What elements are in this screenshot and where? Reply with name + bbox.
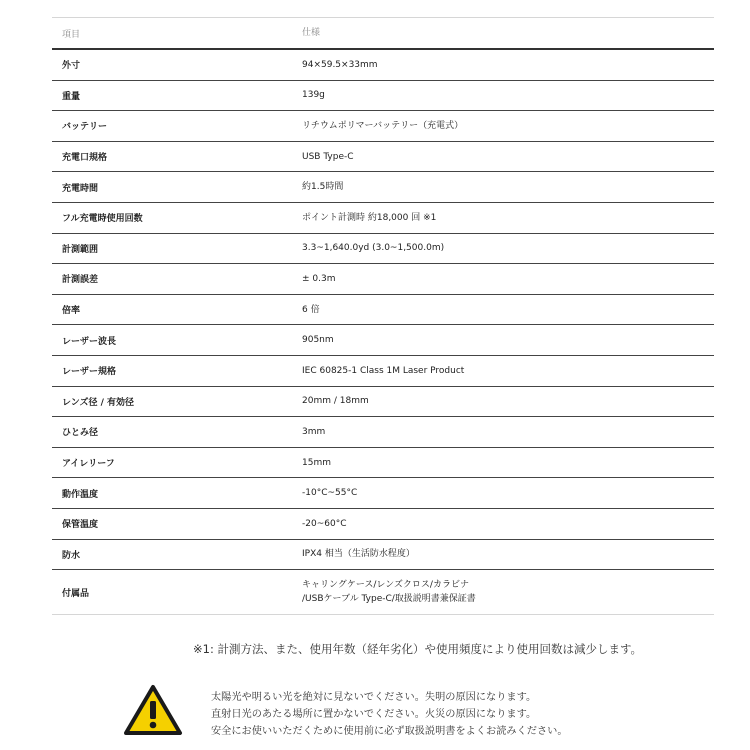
row-item: フル充電時使用回数 — [62, 214, 143, 225]
table-row-accessories — [52, 570, 714, 615]
row-spec: IPX4 相当（生活防水程度） — [302, 549, 415, 560]
row-item: 倍率 — [62, 306, 81, 317]
table-row — [52, 111, 714, 142]
row-spec: 905nm — [302, 335, 334, 346]
row-spec: ± 0.3m — [302, 273, 336, 284]
row-item: アイレリーフ — [62, 459, 115, 470]
table-row — [52, 540, 714, 571]
row-item: 保管温度 — [62, 520, 99, 531]
accessories-line-1: キャリングケース/レンズクロス/カラビナ — [302, 580, 469, 591]
warning-line: 太陽光や明るい光を絶対に見ないでください。失明の原因になります。 — [211, 692, 537, 703]
header-item-label: 項目 — [62, 29, 81, 40]
row-item: バッテリー — [62, 122, 108, 133]
row-spec: 約1.5時間 — [302, 182, 344, 193]
spec-rows — [52, 50, 714, 570]
table-row — [52, 509, 714, 540]
row-item: 計測誤差 — [62, 275, 99, 286]
table-row — [52, 264, 714, 295]
row-item: レーザー規格 — [62, 367, 117, 378]
table-row — [52, 50, 714, 81]
warning-line: 直射日光のあたる場所に置かないでください。火災の原因になります。 — [211, 709, 537, 720]
row-item: 付属品 — [62, 588, 90, 599]
row-item: レンズ径 / 有効径 — [62, 397, 135, 408]
row-item: レーザー波長 — [62, 336, 117, 347]
row-spec: -20~60°C — [302, 518, 347, 529]
table-row — [52, 417, 714, 448]
warning-line: 安全にお使いいただくために使用前に必ず取扱説明書をよくお読みください。 — [211, 726, 568, 737]
row-spec: 94×59.5×33mm — [302, 59, 378, 70]
table-row — [52, 356, 714, 387]
spec-table-header — [52, 18, 714, 50]
accessories-line-2: /USBケーブル Type-C/取扱説明書兼保証書 — [302, 594, 476, 605]
table-row — [52, 387, 714, 418]
row-spec: 139g — [302, 90, 325, 101]
table-row — [52, 234, 714, 265]
row-item: 防水 — [62, 550, 81, 561]
table-row — [52, 448, 714, 479]
table-row — [52, 203, 714, 234]
row-spec: IEC 60825-1 Class 1M Laser Product — [302, 365, 465, 376]
row-item: 重量 — [62, 91, 81, 102]
table-row — [52, 142, 714, 173]
table-row — [52, 325, 714, 356]
row-spec: 3.3~1,640.0yd (3.0~1,500.0m) — [302, 243, 445, 254]
row-item: 動作温度 — [62, 489, 99, 500]
spec-table — [52, 17, 714, 615]
row-item: 計測範囲 — [62, 244, 99, 255]
row-spec: -10°C~55°C — [302, 488, 358, 499]
warning-triangle-icon — [123, 684, 183, 736]
row-item: 外寸 — [62, 61, 81, 72]
row-spec: 15mm — [302, 457, 331, 468]
row-spec: ポイント計測時 約18,000 回 ※1 — [302, 212, 437, 223]
table-row — [52, 295, 714, 326]
warning-list — [211, 689, 568, 740]
table-row — [52, 172, 714, 203]
row-spec: USB Type-C — [302, 151, 354, 162]
header-spec-label: 仕様 — [302, 28, 321, 38]
table-row — [52, 81, 714, 112]
row-spec: 20mm / 18mm — [302, 396, 369, 407]
row-spec: 6 倍 — [302, 304, 320, 315]
row-spec: リチウムポリマーバッテリー（充電式） — [302, 120, 464, 131]
footnote: ※1: 計測方法、また、使用年数（経年劣化）や使用頻度により使用回数は減少します。 — [193, 642, 643, 656]
row-item: ひとみ径 — [62, 428, 99, 439]
row-item: 充電時間 — [62, 183, 99, 194]
row-item: 充電口規格 — [62, 153, 108, 164]
row-spec: 3mm — [302, 426, 326, 437]
row-spec — [302, 578, 714, 606]
table-row — [52, 478, 714, 509]
